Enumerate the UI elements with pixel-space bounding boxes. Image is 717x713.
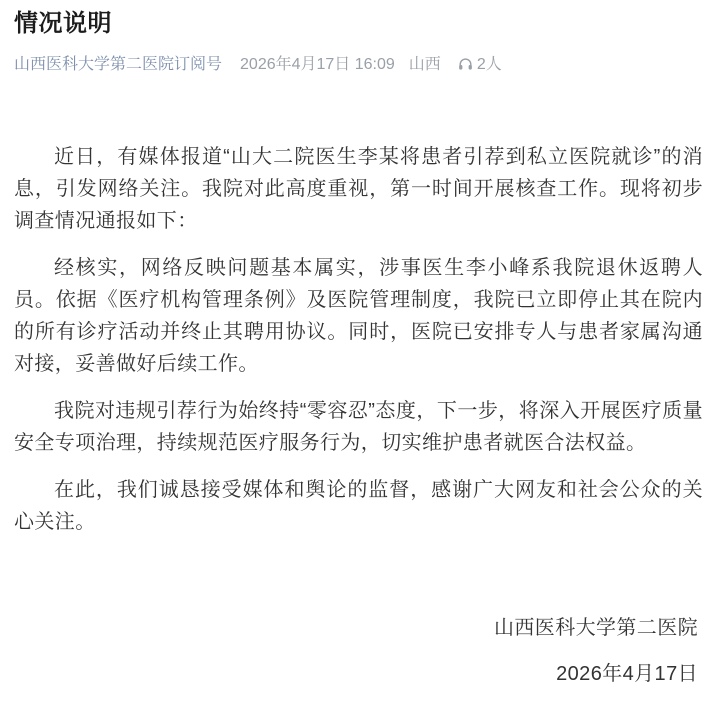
signature-date: 2026年4月17日: [556, 663, 698, 685]
article-body: [14, 141, 703, 538]
publish-date: 2026年4月17日 16:09: [240, 56, 395, 73]
paragraph: 我院对违规引荐行为始终持“零容忍”态度，下一步，将深入开展医疗质量安全专项治理，持续规范医疗服务行为，切实维护患者就医合法权益。: [14, 400, 703, 454]
listeners-count: 2人: [476, 56, 502, 73]
audio-listeners[interactable]: [457, 54, 502, 75]
paragraph: 近日，有媒体报道“山大二院医生李某将患者引荐到私立医院就诊”的消息，引发网络关注。我院对此高度重视，第一时间开展核查工作。现将初步调查情况通报如下：: [14, 146, 703, 232]
signature-name: 山西医科大学第二医院: [494, 617, 698, 639]
publish-location: 山西: [408, 56, 441, 73]
article-meta: [14, 54, 703, 75]
account-name-link[interactable]: 山西医科大学第二医院订阅号: [14, 56, 223, 73]
paragraph: 在此，我们诚恳接受媒体和舆论的监督，感谢广大网友和社会公众的关心关注。: [14, 479, 703, 533]
paragraph: 经核实，网络反映问题基本属实，涉事医生李小峰系我院退休返聘人员。依据《医疗机构管理条例》及医院管理制度，我院已立即停止其在院内的所有诊疗活动并终止其聘用协议。同时，医院已安排专人与患者家属沟通对接，妥善做好后续工作。: [14, 257, 703, 375]
signature-block: [14, 612, 703, 690]
headset-icon: [457, 56, 474, 73]
page-title: 情况说明: [14, 10, 112, 37]
